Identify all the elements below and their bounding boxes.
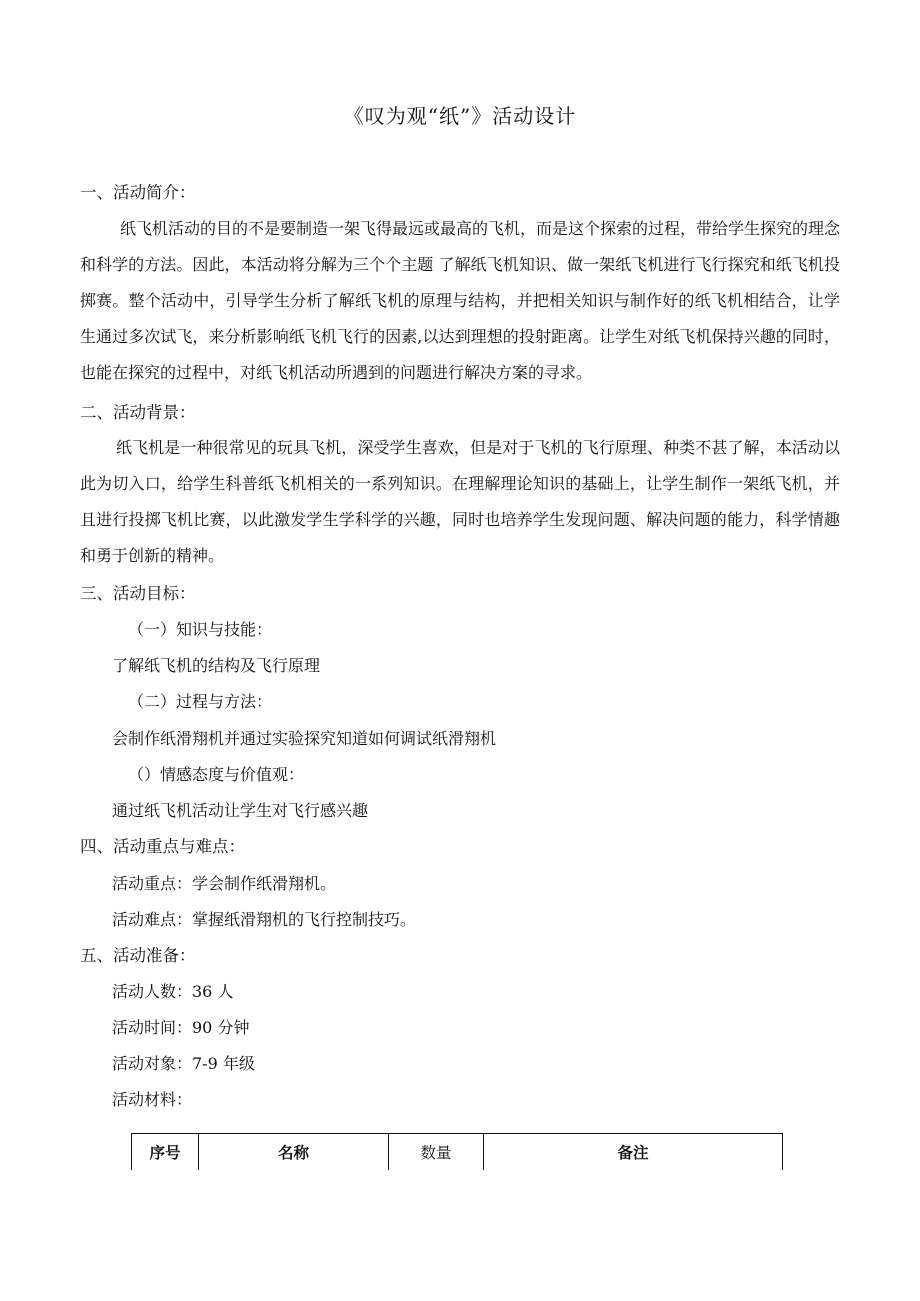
goal1-text: 了解纸飞机的结构及飞行原理 (112, 656, 321, 675)
section5-heading: 五、活动准备： (80, 946, 196, 965)
section1-paragraph (80, 211, 840, 391)
section1-heading: 一、活动简介： (80, 183, 196, 202)
goal2-text: 会制作纸滑翔机并通过实验探究知道如何调试纸滑翔机 (112, 729, 497, 748)
header-index: 序号 (132, 1134, 199, 1171)
section3-heading: 三、活动目标： (80, 584, 196, 603)
goal3-text: 通过纸飞机活动让学生对飞行感兴趣 (112, 801, 369, 820)
section2-text: 纸飞机是一种很常见的玩具飞机，深受学生喜欢，但是对于飞机的飞行原理、种类不甚了解，本活动以此为切入口，给学生科普纸飞机相关的一系列知识。在理解理论知识的基础上，让学生制作一架纸飞机，并且进行投掷飞机比赛，以此激发学生学科学的兴趣，同时也培养学生发现问题、解决问题的能力，科学情趣和勇于创新的精神。 (80, 438, 840, 565)
goal2-title: （二）过程与方法： (128, 692, 273, 711)
table-header-row (132, 1134, 783, 1171)
header-remarks: 备注 (484, 1134, 783, 1171)
materials-label: 活动材料： (112, 1090, 193, 1109)
header-quantity: 数量 (389, 1134, 484, 1171)
section4-heading: 四、活动重点与难点： (80, 837, 245, 856)
difficulty: 活动难点：掌握纸滑翔机的飞行控制技巧。 (112, 910, 417, 929)
document-title: 《叹为观“纸”》活动设计 (343, 104, 577, 128)
section2-heading: 二、活动背景： (80, 403, 196, 422)
audience: 活动对象：7-9 年级 (112, 1054, 255, 1073)
key-point: 活动重点：学会制作纸滑翔机。 (112, 874, 337, 893)
section2-paragraph (80, 430, 840, 574)
goal1-title: （一）知识与技能： (128, 620, 273, 639)
header-name: 名称 (199, 1134, 389, 1171)
materials-table (131, 1133, 783, 1170)
participants: 活动人数：36 人 (112, 982, 234, 1001)
duration: 活动时间：90 分钟 (112, 1018, 250, 1037)
goal3-title: （）情感态度与价值观： (128, 765, 305, 784)
section1-text: 纸飞机活动的目的不是要制造一架飞得最远或最高的飞机，而是这个探索的过程，带给学生探究的理念和科学的方法。因此，本活动将分解为三个个主题 了解纸飞机知识、做一架纸飞机进行飞行探究和纸飞机投掷赛。整个活动中，引导学生分析了解纸飞机的原理与结构，并把相关知识与制作好的纸飞机相结合，让学生通过多次试飞，来分析影响纸飞机飞行的因素,以达到理想的投射距离。让学生对纸飞机保持兴趣的同时，也能在探究的过程中，对纸飞机活动所遇到的问题进行解决方案的寻求。 (80, 219, 841, 382)
